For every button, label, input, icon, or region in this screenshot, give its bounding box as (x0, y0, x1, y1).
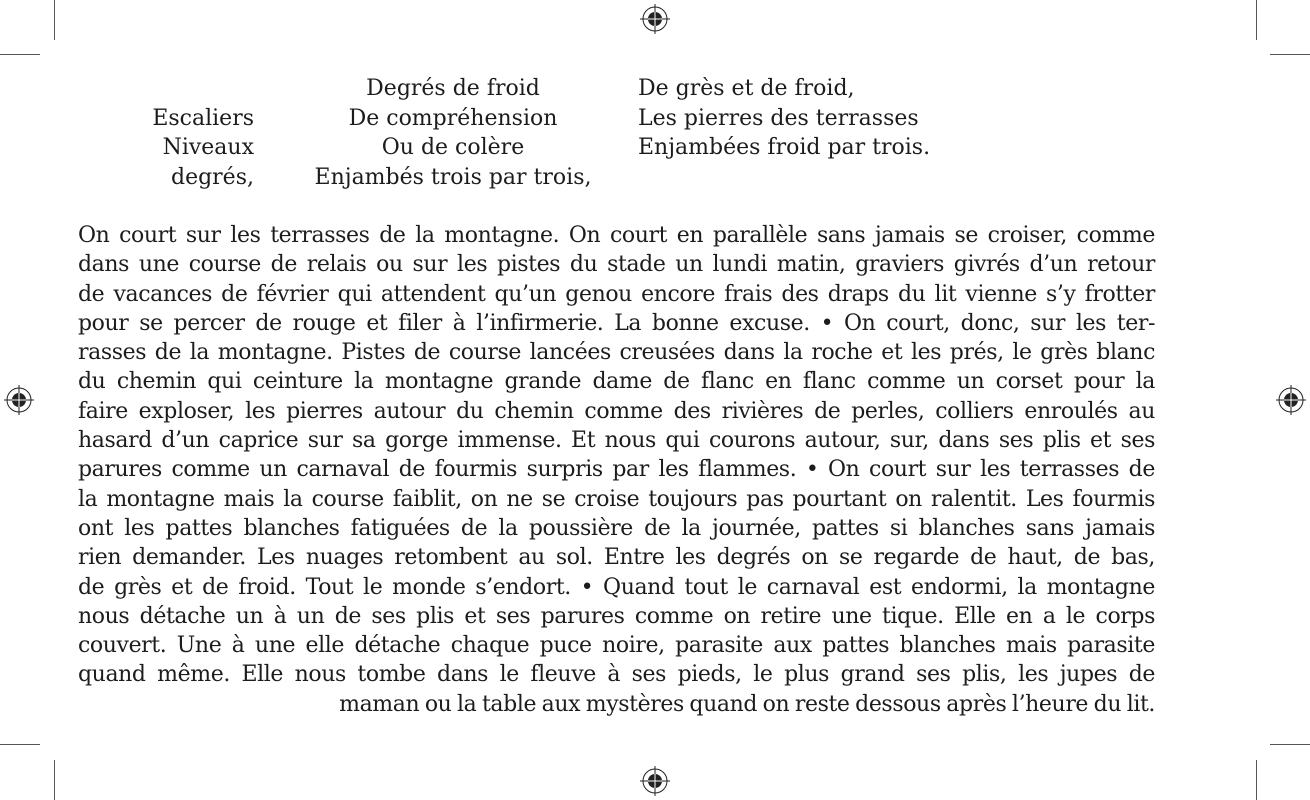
poem-line: Les pierres des terrasses (638, 105, 919, 131)
poem-line: Enjambées froid par trois. (638, 135, 931, 160)
registration-target-icon (1276, 385, 1306, 415)
prose-line: la montagne mais la course faiblit, on ne se croise toujours pas pourtant on ralentit. Les fourmis (78, 486, 1155, 512)
registration-target-icon (4, 385, 34, 415)
prose-paragraph (78, 221, 1155, 719)
crop-mark-top-left-h (0, 54, 40, 55)
poem-column-center (303, 74, 603, 192)
prose-line: faire exploser, les pierres autour du chemin comme des rivières de perles, colliers enroulés au (78, 398, 1155, 424)
poem-line: Ou de colère (381, 135, 525, 160)
prose-line: couvert. Une à une elle détache chaque puce noire, parasite aux pattes blanches mais parasite (78, 633, 1155, 659)
registration-target-icon (640, 766, 670, 796)
prose-line: pour se percer de rouge et filer à l’infirmerie. La bonne excuse. • On court, donc, sur les ter- (78, 310, 1155, 336)
prose-line: dans une course de relais ou sur les pistes du stade un lundi matin, graviers givrés d’un retour (78, 252, 1155, 278)
crop-mark-bottom-right (1256, 760, 1257, 800)
poem-column-right (638, 74, 930, 192)
crop-mark-top-right (1256, 0, 1257, 40)
crop-mark-bottom-left (54, 760, 55, 800)
poem-line: Degrés de froid (366, 76, 540, 101)
poem-column-left (78, 74, 254, 192)
prose-line: quand même. Elle nous tombe dans le fleuve à ses pieds, le plus grand ses plis, les jupes de (78, 662, 1155, 688)
poem-line (78, 74, 254, 104)
prose-line: On court sur les terrasses de la montagne. On court en parallèle sans jamais se croiser, comme (78, 223, 1155, 248)
prose-line: de grès et de froid. Tout le monde s’endort. • Quand tout le carnaval est endormi, la montagne (78, 574, 1155, 600)
prose-line: ont les pattes blanches fatiguées de la poussière de la journée, pattes si blanches sans jamais (78, 515, 1155, 541)
prose-line: rien demander. Les nuages retombent au sol. Entre les degrés on se regarde de haut, de bas, (78, 545, 1155, 571)
prose-line: du chemin qui ceinture la montagne grande dame de flanc en flanc comme un corset pour la (78, 369, 1155, 395)
prose-line: hasard d’un caprice sur sa gorge immense. Et nous qui courons autour, sur, dans ses plis et ses (78, 428, 1155, 454)
poem-line (638, 163, 930, 193)
poem-line: Niveaux (162, 135, 254, 160)
prose-line: nous détache un à un de ses plis et ses parures comme on retire une tique. Elle en a le corps (78, 603, 1155, 629)
prose-line: parures comme un carnaval de fourmis surpris par les flammes. • On court sur les terrasses de (78, 457, 1155, 483)
prose-line: maman ou la table aux mystères quand on reste dessous après l’heure du lit. (339, 691, 1155, 717)
poem-line: De grès et de froid, (638, 76, 855, 101)
prose-line: rasses de la montagne. Pistes de course lancées creusées dans la roche et les prés, le grès blanc (78, 340, 1155, 366)
crop-mark-bottom-left-h (0, 744, 40, 745)
prose-line: de vacances de février qui attendent qu’un genou encore frais des draps du lit vienne s’y frotter (78, 281, 1155, 307)
poem-line: Enjambés trois par trois, (314, 164, 592, 190)
poem-line: degrés, (170, 164, 254, 190)
crop-mark-top-right-h (1270, 54, 1310, 55)
poem-line: Escaliers (152, 105, 254, 131)
registration-target-icon (640, 4, 670, 34)
crop-mark-bottom-right-h (1270, 744, 1310, 745)
crop-mark-top-left (54, 0, 55, 40)
poem-line: De compréhension (348, 105, 558, 131)
